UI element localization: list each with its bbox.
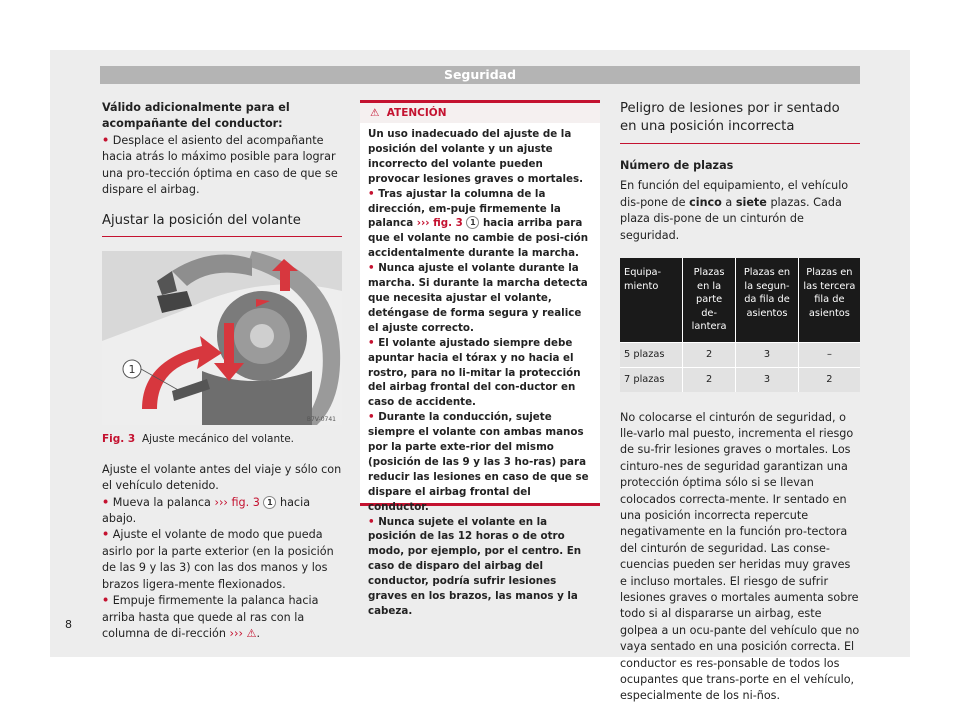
figure-code: B7V-0741: [306, 416, 336, 424]
table-cell: 5 plazas: [620, 342, 683, 367]
steering-wheel-illustration: [102, 251, 342, 425]
table-cell: 3: [736, 367, 799, 392]
section-title: Ajustar la posición del volante: [102, 212, 342, 237]
table-cell: 3: [736, 342, 799, 367]
figure-caption: Fig. 3 Ajuste mecánico del volante.: [102, 433, 295, 446]
warning-item: • Nunca sujete el volante en la posición de las 12 horas o de otro modo, por ejemplo, por el centro. En caso de disparo del airbag del conductor, podría sufrir lesiones graves en los brazos, las manos y la cabeza.: [368, 515, 582, 617]
table-cell: 2: [683, 367, 736, 392]
page-number: 8: [65, 618, 72, 631]
figure-link[interactable]: fig. 3: [231, 495, 260, 509]
bullet-icon: •: [102, 133, 110, 147]
warning-item: • Nunca ajuste el volante durante la marcha. Si durante la marcha detecta que necesita ajustar el volante, deténgase de forma segura y realice el ajuste correcto.: [368, 262, 588, 334]
intro-heading: Válido adicionalmente para el acompañante del conductor:: [102, 101, 290, 131]
page-header: Seguridad: [100, 66, 860, 84]
table-cell: 7 plazas: [620, 367, 683, 392]
table-row: [620, 342, 860, 367]
warning-triangle-icon: ⚠: [370, 107, 380, 119]
warning-header: ⚠ ATENCIÓN: [360, 103, 600, 123]
table-cell: 2: [798, 367, 860, 392]
list-item: • Ajuste el volante de modo que pueda asirlo por la parte exterior (en la posición de las 9 y las 3) con las dos manos y los brazos ligera-mente flexionados.: [102, 528, 334, 591]
warning-item: • Durante la conducción, sujete siempre el volante con ambas manos por la parte exte-rior del mismo (posición de las 9 y las 3 ho-ras) para reducir las lesiones en caso de que se dispare el airbag frontal del conductor.: [368, 411, 589, 513]
table-header: Equipa-miento: [620, 258, 683, 342]
table-header: Plazas en la segun-da fila de asientos: [736, 258, 799, 342]
list-item: • Empuje firmemente la palanca hacia arriba hasta que quede al ras con la columna de di-rección ››› ⚠.: [102, 594, 319, 640]
intro-bullet: • Desplace el asiento del acompañante hacia atrás lo máximo posible para lograr una pro-tección óptima en caso de que se dispare el airbag.: [102, 133, 338, 197]
table-cell: 2: [683, 342, 736, 367]
figure-callout: 1: [128, 363, 136, 377]
warning-item: • Tras ajustar la columna de la dirección, em-puje firmemente la palanca ››› fig. 3 1 hacia arriba para que el volante no cambie de posi-ción accidentalmente durante la marcha.: [368, 187, 589, 260]
paragraph: No colocarse el cinturón de seguridad, o lle-varlo mal puesto, incrementa el riesgo de su-frir lesiones graves o mortales. Los cinturo-nes de seguridad garantizan una protección óptima sólo si se llevan colocados correcta-mente. Ir sentado en una posición incorrecta repercute negativamente en la función pro-tectora del cinturón de seguridad. Las conse-cuencias pueden ser heridas muy graves e incluso mortales. El riesgo de sufrir lesiones graves o mortales aumenta sobre todo si al dispararse un airbag, este golpea a un ocu-pante del vehículo que no vaya sentado en una posición correcta. El conductor es res-ponsable de todos los ocupantes que trans-porte en el vehículo, especialmente de los ni-ños.: [620, 410, 860, 703]
paragraph: Ajuste el volante antes del viaje y sólo con el vehículo detenido.: [102, 462, 342, 493]
table-header: Plazas en las tercera fila de asientos: [798, 258, 860, 342]
warning-item: • El volante ajustado siempre debe apuntar hacia el tórax y no hacia el rostro, para no li-mitar la protección del airbag frontal del con-ductor en caso de accidente.: [368, 336, 581, 409]
section-title: Peligro de lesiones por ir sentado en una posición incorrecta: [620, 100, 860, 144]
figure-link[interactable]: fig. 3: [433, 217, 463, 230]
table-cell: –: [798, 342, 860, 367]
table-header: Plazas en la parte de-lantera: [683, 258, 736, 342]
table-row: [620, 367, 860, 392]
subheading: Número de plazas: [620, 159, 734, 172]
column-left: [102, 100, 342, 642]
paragraph: En función del equipamiento, el vehículo dis-pone de cinco a siete plazas. Cada plaza dis-pone de un cinturón de seguridad.: [620, 179, 849, 242]
steering-wheel-figure: [102, 251, 342, 425]
warning-box: [360, 100, 600, 617]
warning-triangle-icon[interactable]: ⚠: [246, 626, 257, 640]
warning-intro: Un uso inadecuado del ajuste de la posición del volante y un ajuste incorrecto del volante pueden provocar lesiones graves o mortales.: [368, 128, 584, 185]
column-right: [620, 100, 860, 705]
seats-table: [620, 258, 860, 392]
list-item: • Mueva la palanca ››› fig. 3 1 hacia abajo.: [102, 495, 311, 526]
